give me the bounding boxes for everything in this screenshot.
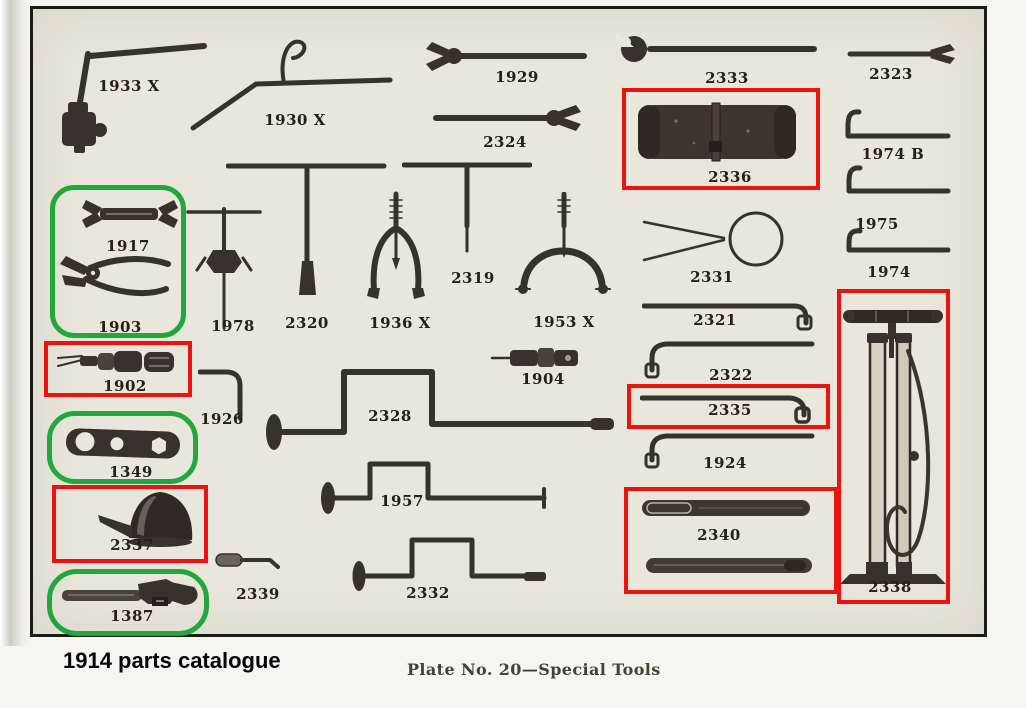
pliers-icon	[58, 248, 173, 308]
open-end-wrench-icon	[846, 42, 958, 66]
tool-1957	[318, 456, 554, 514]
open-end-wrench-icon	[616, 34, 818, 66]
tool-2338	[840, 296, 946, 588]
tool-label-2323: 2323	[869, 65, 913, 83]
tool-label-2340: 2340	[697, 526, 741, 544]
tool-label-1926: 1926	[200, 410, 244, 428]
tool-label-2319: 2319	[451, 269, 495, 287]
annotation-note: 1914 parts catalogue	[63, 648, 281, 673]
tool-label-2339: 2339	[236, 585, 280, 603]
tool-1917	[82, 198, 178, 230]
open-end-wrench-icon	[430, 102, 586, 136]
tool-2324	[430, 102, 586, 136]
tool-label-2328: 2328	[368, 407, 412, 425]
tool-label-2324: 2324	[483, 133, 527, 151]
tool-label-1902: 1902	[103, 377, 147, 395]
tool-label-1904: 1904	[521, 370, 565, 388]
tool-2333	[616, 34, 818, 66]
tool-1974b	[844, 106, 952, 146]
tool-label-1953x: 1953 X	[533, 313, 595, 331]
tool-label-2335: 2335	[708, 401, 752, 419]
tool-label-1903: 1903	[98, 318, 142, 336]
tool-label-1917: 1917	[106, 237, 150, 255]
tire-pump-icon	[840, 296, 946, 588]
tool-label-2321: 2321	[693, 311, 737, 329]
tool-2323	[846, 42, 958, 66]
tool-1933x	[52, 38, 212, 153]
tool-label-1933x: 1933 X	[98, 77, 160, 95]
tool-2331	[642, 210, 796, 270]
tool-label-1957: 1957	[380, 492, 424, 510]
small-scraper-tool-icon	[214, 546, 282, 576]
scan-edge-shadow	[0, 0, 30, 646]
yoke-puller-icon	[512, 192, 612, 300]
tool-label-2338: 2338	[868, 578, 912, 596]
tool-label-1974b: 1974 B	[861, 145, 925, 163]
tool-label-1929: 1929	[495, 68, 539, 86]
tool-2336	[636, 101, 798, 163]
tool-label-2333: 2333	[705, 69, 749, 87]
tool-label-2322: 2322	[709, 366, 753, 384]
tool-label-2331: 2331	[690, 268, 734, 286]
tool-label-2336: 2336	[708, 168, 752, 186]
crank-handle-icon	[350, 532, 550, 592]
wire-loop-tool-icon	[642, 210, 796, 270]
tool-label-1387: 1387	[110, 607, 154, 625]
tool-1903	[58, 248, 173, 308]
tool-label-2320: 2320	[285, 314, 329, 332]
tool-label-1349: 1349	[109, 463, 153, 481]
bent-rod-wrench-icon	[845, 162, 952, 200]
tool-label-2337: 2337	[110, 536, 154, 554]
tool-label-1975: 1975	[855, 215, 899, 233]
tool-label-2332: 2332	[406, 584, 450, 602]
tool-label-1974: 1974	[867, 263, 911, 281]
crank-handle-icon	[318, 456, 554, 514]
tool-label-1930x: 1930 X	[264, 111, 326, 129]
tool-label-1978: 1978	[211, 317, 255, 335]
double-open-end-wrench-icon	[82, 198, 178, 230]
tool-1975	[845, 162, 952, 200]
tool-label-1924: 1924	[703, 454, 747, 472]
tool-1953x	[512, 192, 612, 300]
tool-2332	[350, 532, 550, 592]
tool-1902	[56, 346, 180, 380]
bent-rod-wrench-icon	[845, 226, 952, 258]
tool-1349	[62, 420, 184, 466]
tool-1974	[845, 226, 952, 258]
tool-roll-icon	[636, 101, 798, 163]
tool-2339	[214, 546, 282, 576]
bent-rod-wrench-icon	[844, 106, 952, 146]
spark-plug-socket-wrench-icon	[52, 38, 212, 153]
flat-plate-wrench-icon	[62, 420, 184, 466]
drill-bit-tool-icon	[56, 346, 180, 380]
plate-caption: Plate No. 20—Special Tools	[407, 660, 661, 679]
tool-label-1936x: 1936 X	[369, 314, 431, 332]
